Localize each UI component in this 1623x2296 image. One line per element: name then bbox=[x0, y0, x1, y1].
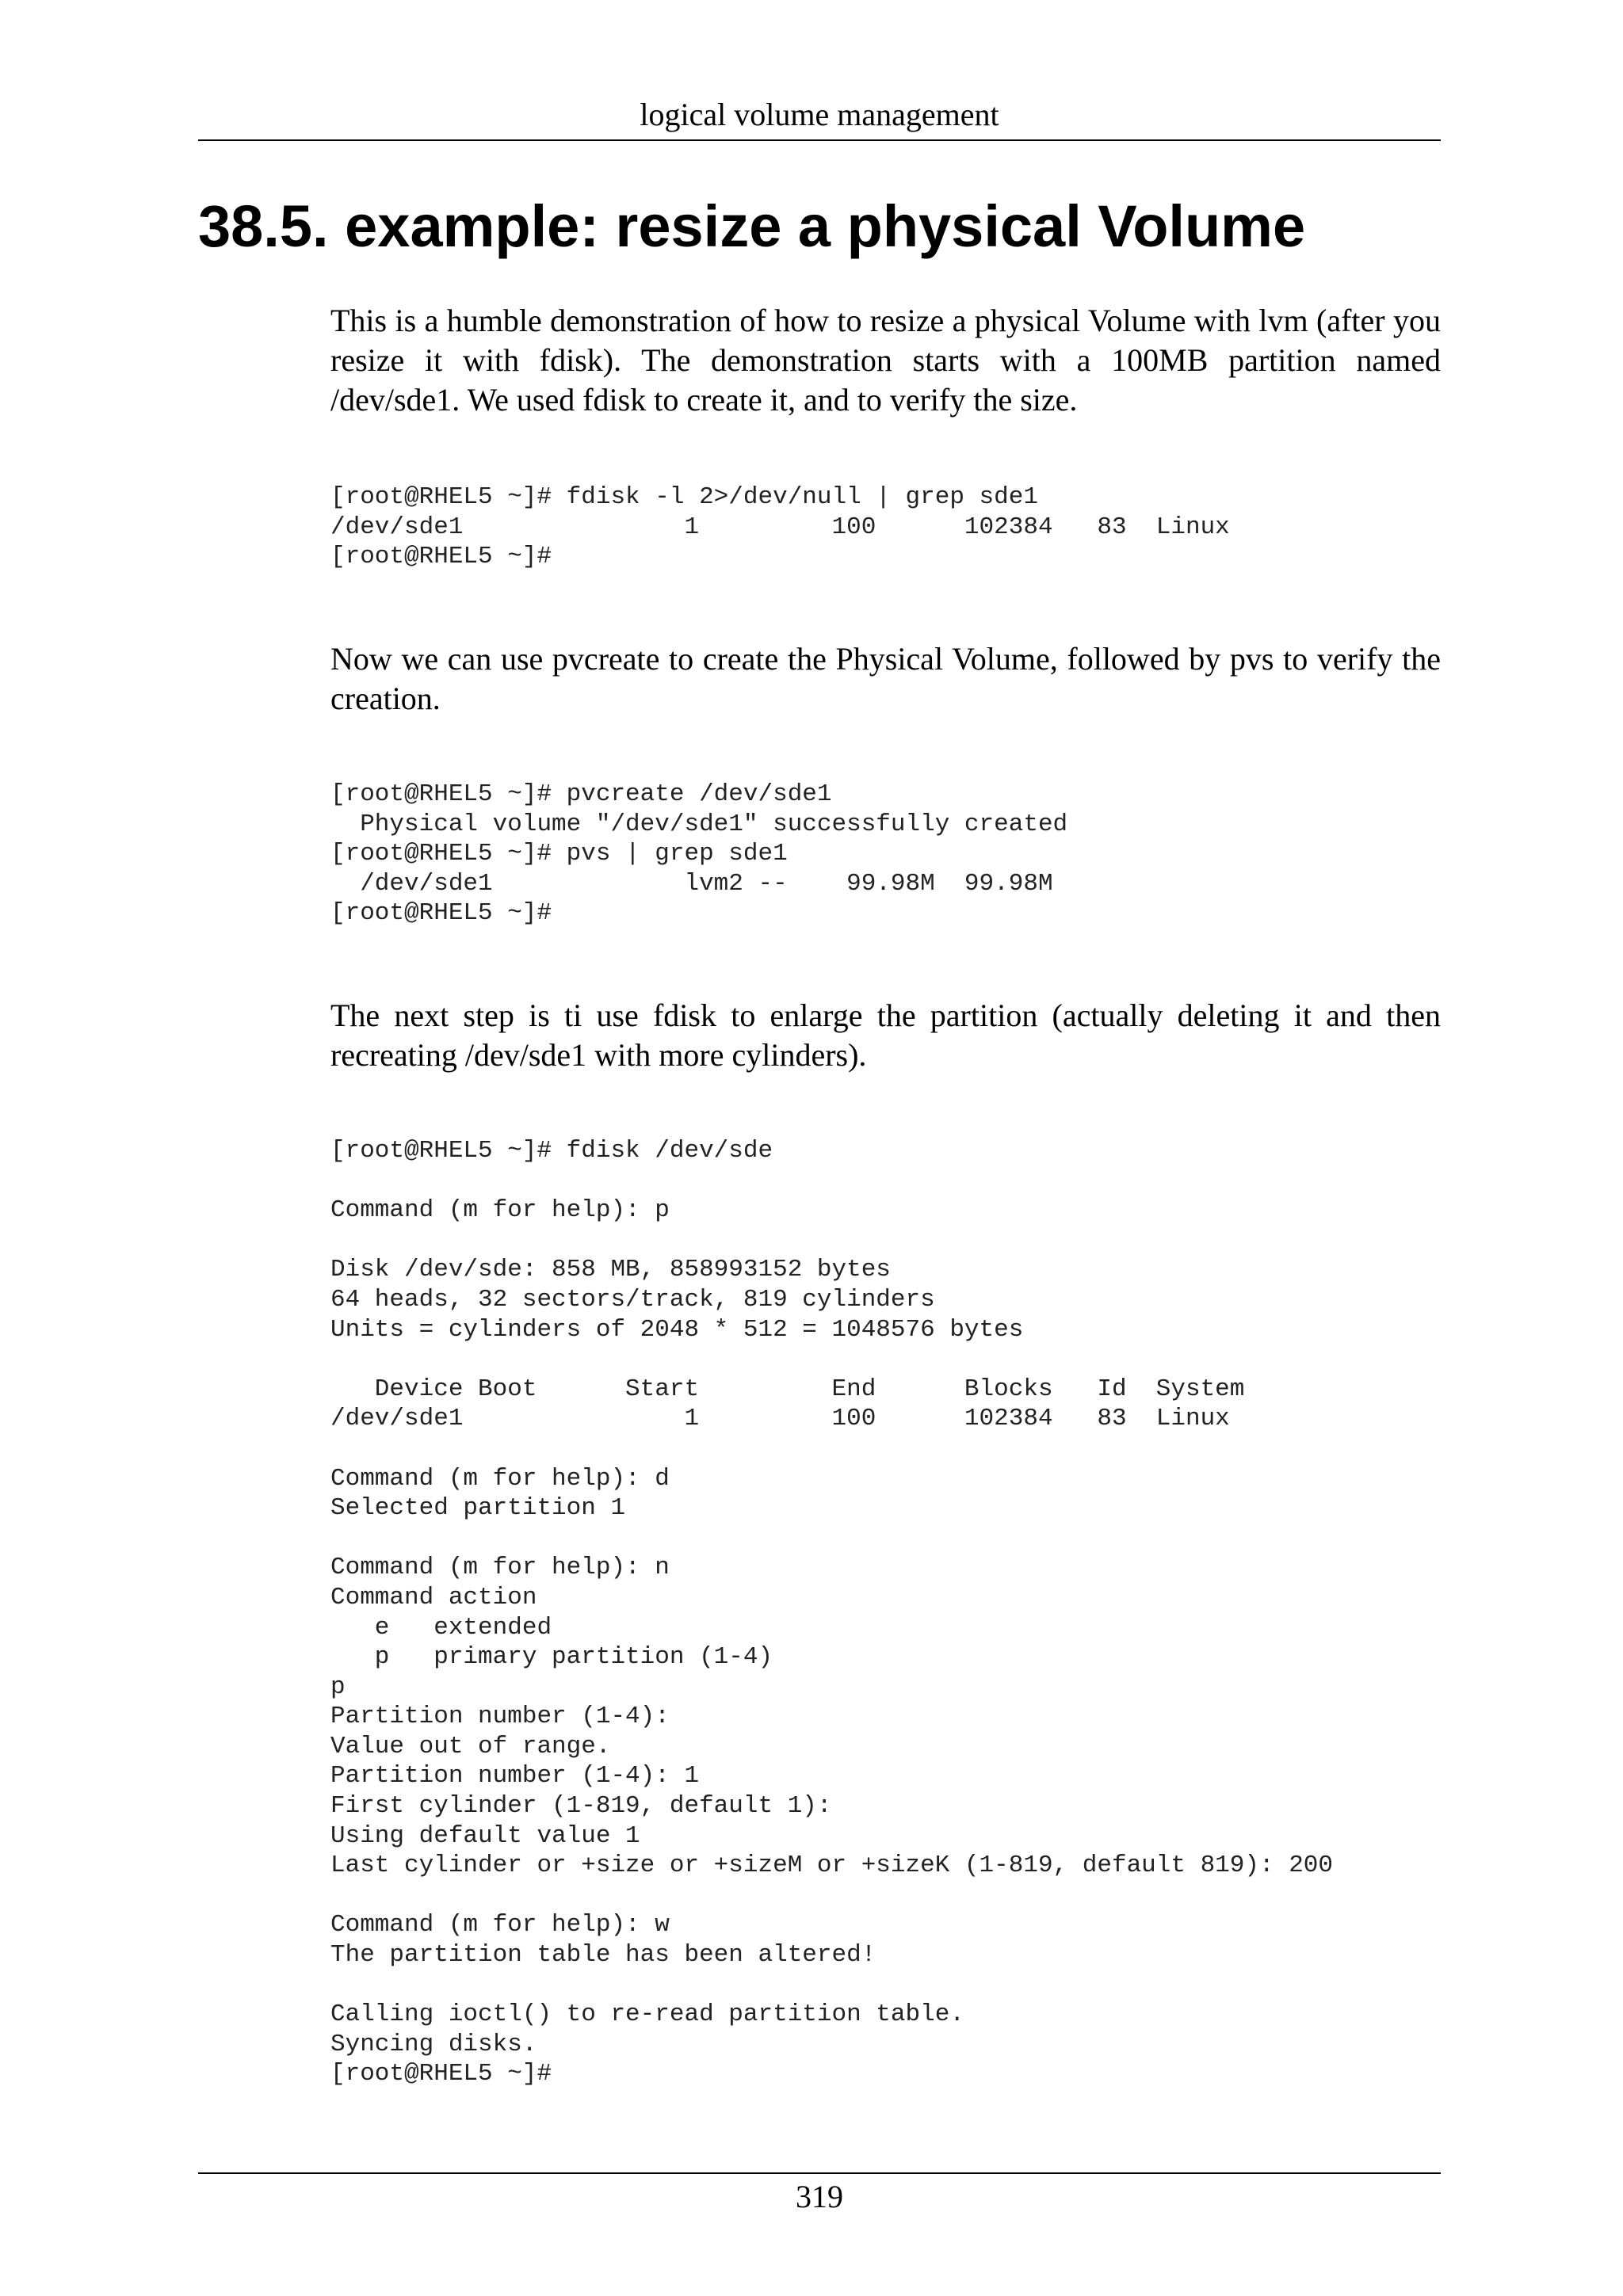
page-number: 319 bbox=[796, 2179, 843, 2214]
running-header: logical volume management bbox=[640, 97, 999, 132]
fdisk-session-output: [root@RHEL5 ~]# fdisk /dev/sde Command (m for help): p Disk /dev/sde: 858 MB, 858993152 bytes 64 heads, 32 sectors/track, 819 cylinders Units = cylinders of 2048 * 512 = 1048576 bytes Device Boot Start End Blocks Id System /dev/sde1 1 100 102384 83 Linux Command (m for help): d Selected partition 1 Command (m for help): n Command action e extended p primary partition (1-4) p Partition number (1-4): Value out of range. Partition number (1-4): 1 First cylinder (1-819, default 1): Using default value 1 Last cylinder or +size or +sizeM or +sizeK (1-819, default 819): 200 Command (m for help): w The partition table has been altered! Calling ioctl() to re-read partition table. Syncing disks. [root@RHEL5 ~]# bbox=[330, 1137, 1334, 2088]
section-heading: 38.5. example: resize a physical Volume bbox=[198, 193, 1306, 259]
header-rule bbox=[198, 139, 1441, 141]
fdisk-list-output: [root@RHEL5 ~]# fdisk -l 2>/dev/null | grep sde1 /dev/sde1 1 100 102384 83 Linux [root@RHEL5 ~]# bbox=[330, 483, 1230, 571]
footer-rule bbox=[198, 2172, 1441, 2174]
intro-paragraph: This is a humble demonstration of how to resize a physical Volume with lvm (after you resize it with fdisk). The demonstration starts with a 100MB partition named /dev/sde1. We used fdisk to create it, and to verify the size. bbox=[330, 303, 1441, 418]
pvcreate-paragraph: Now we can use pvcreate to create the Physical Volume, followed by pvs to verify the creation. bbox=[330, 641, 1441, 716]
fdisk-enlarge-paragraph: The next step is ti use fdisk to enlarge the partition (actually deleting it and then recreating /dev/sde1 with more cylinders). bbox=[330, 997, 1441, 1073]
pvcreate-output: [root@RHEL5 ~]# pvcreate /dev/sde1 Physical volume "/dev/sde1" successfully created [root@RHEL5 ~]# pvs | grep sde1 /dev/sde1 lvm2 -- 99.98M 99.98M [root@RHEL5 ~]# bbox=[330, 780, 1068, 928]
